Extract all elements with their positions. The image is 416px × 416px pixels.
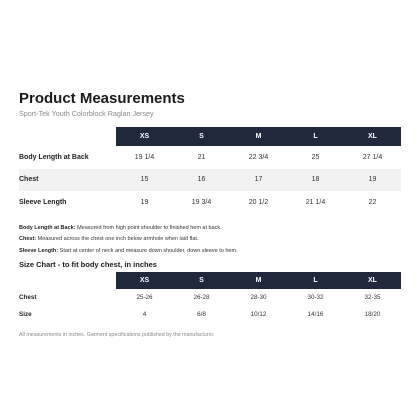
cell-value: 15 [140, 176, 149, 184]
note-text: Start at center of neck and measure down shoulder, down sleeve to hem. [59, 247, 238, 254]
note-term: Chest: [19, 236, 37, 242]
size-chart-header-row [19, 272, 401, 289]
row-label: Chest [19, 294, 37, 301]
note-item [19, 223, 401, 235]
cell-value: 25 [311, 153, 320, 161]
size-header-m: M [230, 272, 287, 289]
size-header-xl: XL [344, 127, 401, 146]
cell-value: 19 [140, 198, 149, 206]
measurement-notes [19, 223, 401, 258]
cell-value: 28-30 [250, 294, 267, 301]
note-item [19, 234, 401, 246]
note-term: Sleeve Length: [19, 247, 59, 254]
cell-value: 18/20 [364, 311, 381, 318]
cell-value: 32-35 [364, 294, 381, 301]
cell-value: 22 3/4 [248, 153, 269, 161]
table-row [19, 169, 401, 192]
table-row [19, 289, 401, 306]
cell-value: 27 1/4 [362, 153, 383, 161]
cell-value: 19 3/4 [191, 198, 212, 206]
product-subtitle: Sport-Tek Youth Colorblock Raglan Jersey [19, 109, 154, 118]
table-row [19, 191, 401, 214]
page-title: Product Measurements [19, 90, 185, 107]
header-blank-cell [19, 272, 116, 289]
cell-value: 6/8 [197, 311, 206, 318]
cell-value: 18 [311, 176, 320, 184]
table-row [19, 146, 401, 169]
cell-value: 4 [142, 311, 147, 318]
row-label: Sleeve Length [19, 198, 67, 206]
table-row [19, 306, 401, 323]
cell-value: 19 1/4 [134, 153, 155, 161]
row-label: Body Length at Back [19, 153, 89, 161]
size-header-xl: XL [344, 272, 401, 289]
cell-value: 20 1/2 [248, 198, 269, 206]
size-header-s: S [173, 272, 230, 289]
cell-value: 26-28 [193, 294, 210, 301]
size-header-s: S [173, 127, 230, 146]
cell-value: 25-26 [136, 294, 153, 301]
measurements-table [19, 127, 401, 214]
footer-note: All measurements in inches. Garment specifications published by the manufacturer. [19, 332, 215, 338]
cell-value: 21 1/4 [305, 198, 326, 206]
cell-value: 17 [254, 176, 263, 184]
cell-value: 30-32 [307, 294, 324, 301]
measurements-document [19, 90, 401, 338]
note-text: Measured from high point shoulder to finished hem at back. [77, 224, 222, 231]
size-header-l: L [287, 272, 344, 289]
note-term: Body Length at Back: [19, 224, 76, 231]
size-header-xs: XS [116, 272, 173, 289]
row-label: Size [19, 311, 32, 318]
size-chart-title: Size Chart - to fit body chest, in inches [19, 260, 157, 269]
cell-value: 19 [368, 176, 377, 184]
size-header-xs: XS [116, 127, 173, 146]
cell-value: 22 [368, 198, 377, 206]
row-label: Chest [19, 176, 39, 184]
note-item [19, 246, 401, 258]
size-header-l: L [287, 127, 344, 146]
size-header-m: M [230, 127, 287, 146]
cell-value: 14/16 [307, 311, 324, 318]
cell-value: 16 [197, 176, 206, 184]
cell-value: 10/12 [250, 311, 267, 318]
cell-value: 21 [197, 153, 206, 161]
header-blank-cell [19, 127, 116, 146]
note-text: Measured across the chest one inch below armhole when laid flat. [37, 236, 199, 242]
size-chart-table [19, 272, 401, 323]
measurements-header-row [19, 127, 401, 146]
